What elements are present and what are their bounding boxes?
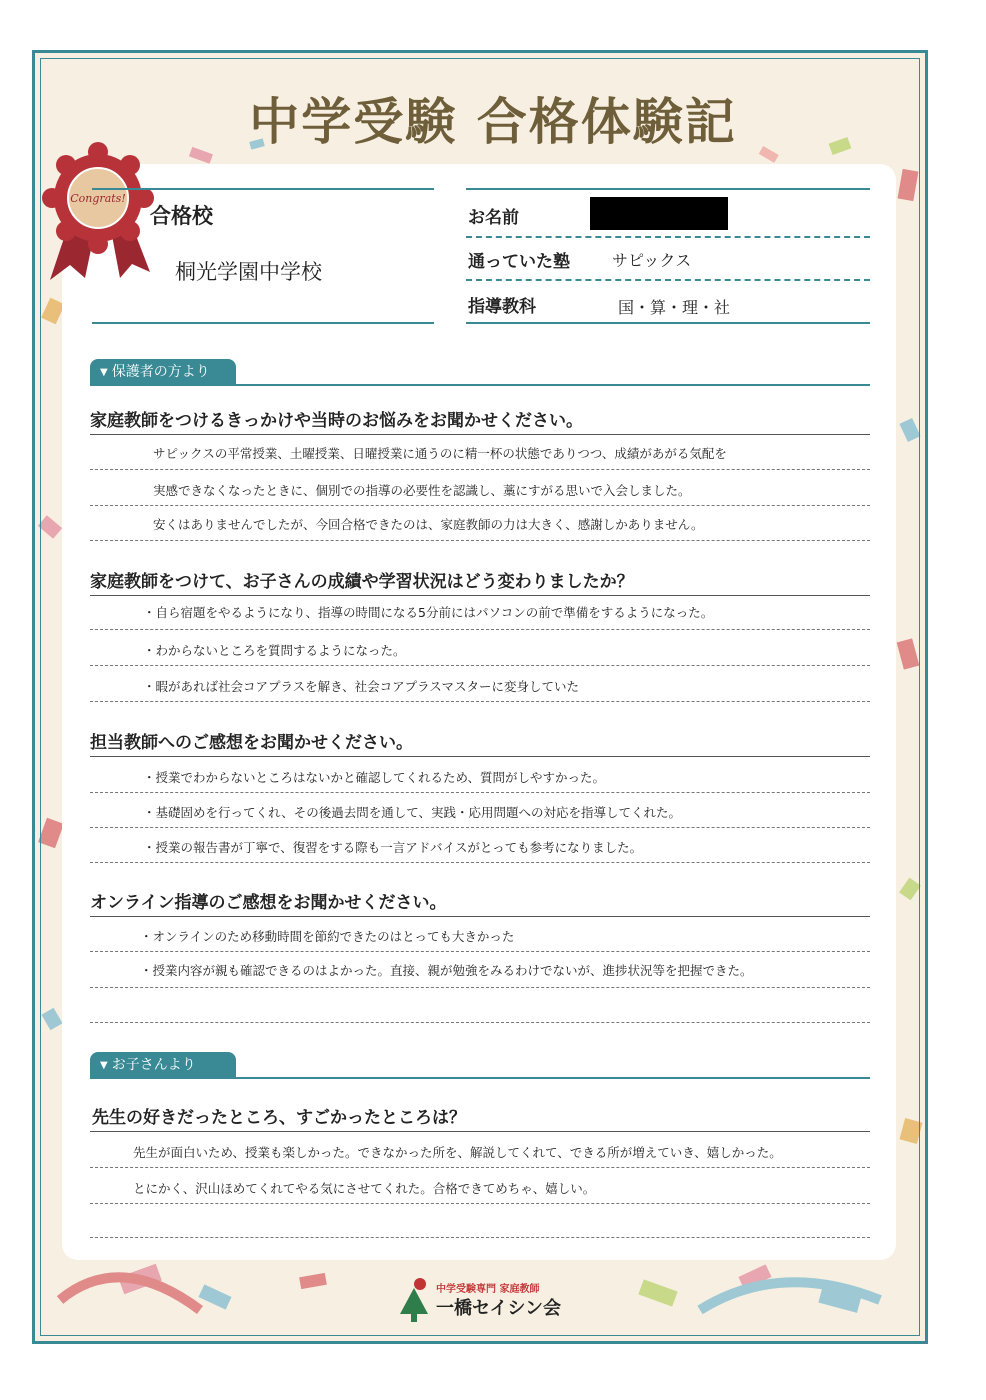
question-4-rule bbox=[90, 916, 870, 917]
tree-logo-icon bbox=[396, 1276, 432, 1324]
question-1: 家庭教師をつけるきっかけや当時のお悩みをお聞かせください。 bbox=[90, 411, 583, 431]
child-tab-rule bbox=[90, 1077, 870, 1079]
answer-divider bbox=[90, 701, 870, 702]
question-2-rule bbox=[90, 595, 870, 596]
answer-line: ・暇があれば社会コアプラスを解き、社会コアプラスマスターに変身していた bbox=[143, 679, 580, 694]
answer-divider bbox=[90, 469, 870, 470]
question-5-rule bbox=[90, 1131, 870, 1132]
subject-value: 国・算・理・社 bbox=[618, 298, 731, 317]
cram-label: 通っていた塾 bbox=[468, 252, 570, 272]
answer-divider bbox=[90, 1167, 870, 1168]
answer-line: サピックスの平常授業、土曜授業、日曜授業に通うのに精一杯の状態でありつつ、成績があがる気配を bbox=[153, 446, 727, 461]
answer-line: ・授業内容が親も確認できるのはよかった。直接、親が勉強をみるわけでないが、進捗状況等を把握できた。 bbox=[140, 963, 753, 978]
answer-divider bbox=[90, 987, 870, 988]
answer-line: ・授業の報告書が丁寧で、復習をする際も一言アドバイスがとっても参考になりました。 bbox=[143, 840, 643, 855]
answer-line: ・授業でわからないところはないかと確認してくれるため、質問がしやすかった。 bbox=[143, 770, 606, 785]
answer-line: 先生が面白いため、授業も楽しかった。できなかった所を、解説してくれて、できる所が増えていき、嬉しかった。 bbox=[133, 1145, 782, 1160]
answer-line: ・自ら宿題をやるようになり、指導の時間になる5分前にはパソコンの前で準備をするようになった。 bbox=[143, 605, 714, 620]
content-card bbox=[62, 164, 896, 1260]
question-4: オンライン指導のご感想をお聞かせください。 bbox=[90, 893, 447, 913]
logo-tagline: 中学受験専門 家庭教師 bbox=[436, 1284, 540, 1295]
answer-line: 実感できなくなったときに、個別での指導の必要性を認識し、藁にすがる思いで入会しました。 bbox=[153, 483, 691, 498]
answer-divider bbox=[90, 862, 870, 863]
guardian-tab-label: 保護者の方より bbox=[111, 364, 210, 380]
name-label: お名前 bbox=[468, 208, 519, 228]
info-divider-2 bbox=[466, 279, 870, 281]
answer-divider bbox=[90, 1237, 870, 1238]
question-3: 担当教師へのご感想をお聞かせください。 bbox=[90, 733, 413, 753]
question-5: 先生の好きだったところ、すごかったところは？ bbox=[92, 1108, 466, 1128]
info-bottom-rule bbox=[466, 322, 870, 324]
subject-label: 指導教科 bbox=[468, 297, 536, 317]
page-title: 中学受験 合格体験記 bbox=[249, 92, 737, 151]
answer-line: ・オンラインのため移動時間を節約できたのはとっても大きかった bbox=[140, 929, 515, 944]
question-3-rule bbox=[90, 756, 870, 757]
company-logo bbox=[396, 1276, 576, 1326]
answer-line: ・わからないところを質問するようになった。 bbox=[143, 643, 406, 658]
congrats-rosette-icon bbox=[40, 140, 156, 280]
answer-divider bbox=[90, 792, 870, 793]
badge-text: Congrats! bbox=[70, 192, 126, 205]
answer-line: 安くはありませんでしたが、今回合格できたのは、家庭教師の力は大きく、感謝しかありません。 bbox=[153, 517, 704, 532]
guardian-tab bbox=[90, 359, 236, 385]
answer-line: ・基礎固めを行ってくれ、その後過去問を通して、実践・応用問題への対応を指導してくれた。 bbox=[143, 805, 682, 820]
school-top-rule bbox=[92, 188, 434, 190]
answer-divider bbox=[90, 665, 870, 666]
question-1-rule bbox=[90, 434, 870, 435]
info-top-rule bbox=[466, 188, 870, 190]
answer-divider bbox=[90, 505, 870, 506]
guardian-tab-rule bbox=[90, 384, 870, 386]
logo-name: 一橋セイシン会 bbox=[436, 1298, 562, 1319]
child-tab bbox=[90, 1052, 236, 1078]
answer-divider bbox=[90, 951, 870, 952]
answer-divider bbox=[90, 1203, 870, 1204]
school-label: 合格校 bbox=[150, 204, 213, 228]
answer-divider bbox=[90, 1022, 870, 1023]
answer-divider bbox=[90, 629, 870, 630]
info-divider-1 bbox=[466, 236, 870, 238]
question-2: 家庭教師をつけて、お子さんの成績や学習状況はどう変わりましたか？ bbox=[90, 572, 634, 592]
answer-line: とにかく、沢山ほめてくれてやる気にさせてくれた。合格できてめちゃ、嬉しい。 bbox=[133, 1181, 596, 1196]
triangle-down-icon: ▼ bbox=[100, 1060, 108, 1071]
triangle-down-icon: ▼ bbox=[100, 367, 108, 378]
school-bottom-rule bbox=[92, 322, 434, 324]
school-name: 桐光学園中学校 bbox=[175, 260, 322, 284]
answer-divider bbox=[90, 540, 870, 541]
name-redacted bbox=[590, 197, 728, 230]
cram-value: サピックス bbox=[612, 251, 692, 270]
child-tab-label: お子さんより bbox=[111, 1057, 196, 1073]
answer-divider bbox=[90, 827, 870, 828]
